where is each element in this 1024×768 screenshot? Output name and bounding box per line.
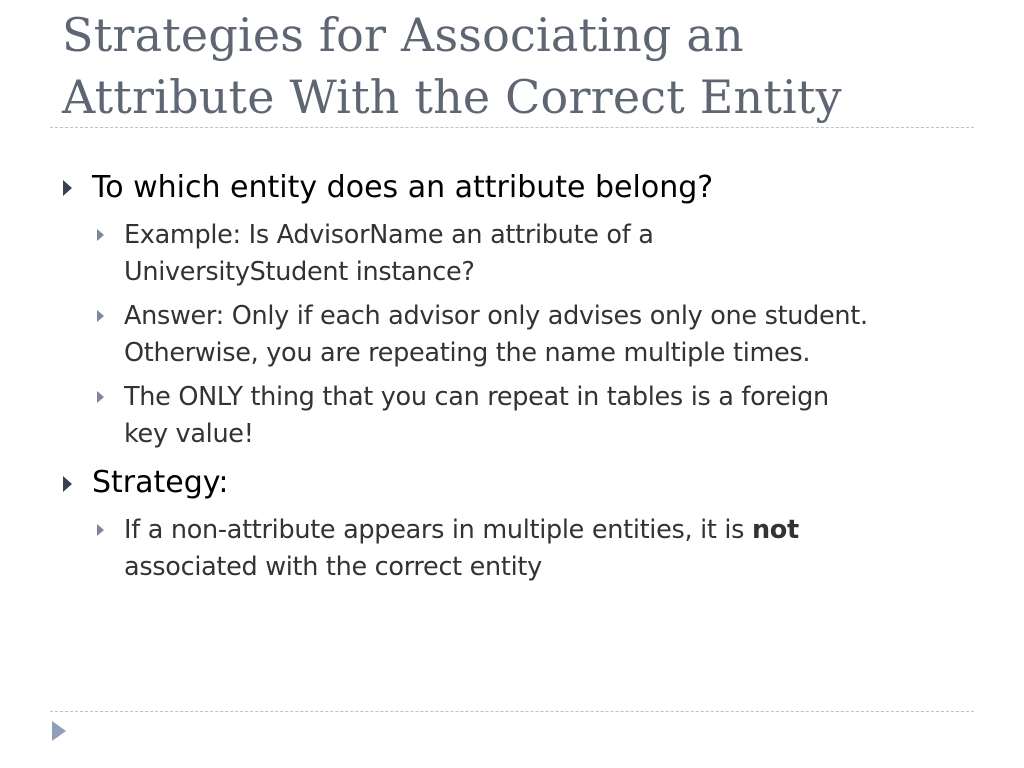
sub-bullet-foreign-key (124, 379, 974, 453)
triangle-bullet-icon (63, 476, 72, 492)
slide-title (62, 4, 992, 128)
next-slide-arrow-icon[interactable] (52, 721, 66, 741)
bullet-strategy (92, 464, 228, 502)
sub-bullet-strategy-detail-line-1 (124, 512, 974, 549)
small-triangle-bullet-icon (97, 310, 104, 322)
small-triangle-bullet-icon (97, 524, 104, 536)
strategy-detail-text: If a non-attribute appears in multiple entities, it is (124, 515, 752, 545)
sub-bullet-strategy-detail (124, 512, 974, 586)
small-triangle-bullet-icon (97, 391, 104, 403)
triangle-bullet-icon (63, 180, 72, 196)
slide-title-line-1: Strategies for Associating an (62, 8, 744, 62)
bullet-question-text: To which entity does an attribute belong? (92, 170, 714, 205)
sub-bullet-answer (124, 298, 974, 372)
slide-title-line-2: Attribute With the Correct Entity (62, 70, 842, 124)
sub-bullet-example (124, 217, 974, 291)
sub-bullet-example-line-1: Example: Is AdvisorName an attribute of a (124, 220, 654, 250)
title-divider (50, 127, 974, 128)
sub-bullet-answer-line-2: Otherwise, you are repeating the name multiple times. (124, 338, 811, 368)
bullet-question (92, 169, 713, 207)
sub-bullet-strategy-detail-line-2: associated with the correct entity (124, 552, 542, 582)
sub-bullet-example-line-2: UniversityStudent instance? (124, 257, 475, 287)
sub-bullet-foreign-key-line-1: The ONLY thing that you can repeat in tables is a foreign (124, 382, 829, 412)
sub-bullet-foreign-key-line-2: key value! (124, 419, 254, 449)
bullet-strategy-text: Strategy: (92, 465, 229, 500)
sub-bullet-answer-line-1: Answer: Only if each advisor only advises only one student. (124, 301, 868, 331)
emphasis-not: not (751, 515, 799, 545)
small-triangle-bullet-icon (97, 229, 104, 241)
footer-divider (50, 711, 974, 712)
